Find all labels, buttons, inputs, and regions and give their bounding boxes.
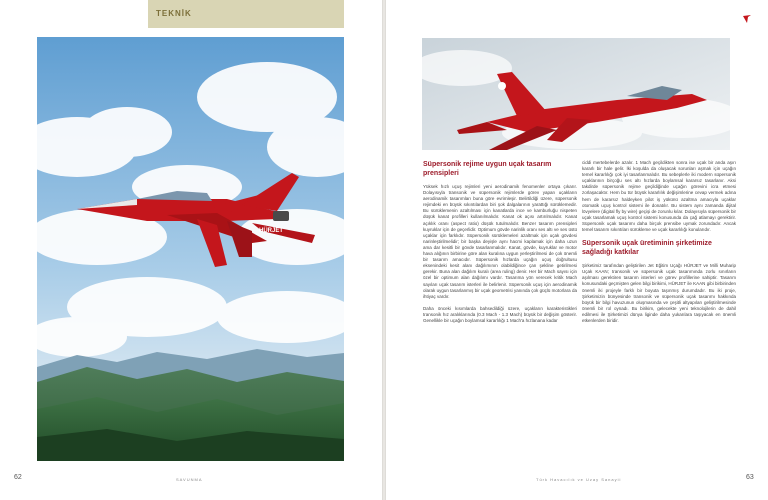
left-page-footer: SAVUNMA [176, 477, 203, 482]
left-page [0, 0, 382, 500]
hurjet-sky-photo [37, 37, 344, 461]
body-paragraph: Yüksek hızlı uçuş rejimleri yeni aerodinamik fenomenler ortaya çıkarır. Dolayısıyla transonik ve süpersonik rejimlerde görev yapan uçakların aerodinamik tasarımları buna göre evrimleşir. Belirtildiği üzere, süpersonik rejimdeki en büyük sıkıntılardan biri şok dalgalarının yarattığı sürüklemedir. Bu sürüklemenin azaltılması için kanatlarda ince ve kamburluğu nispeten düşük kanat profilleri kullanılmalıdır. Kanat ok açısı artırılmalıdır. Kanat açıklık oranı (aspect ratio) düşük tutulmalıdır. Benzer tasarım prensipleri kuyruklar için de geçerlidir. Optimum gövde narinlik oranı ses altı ve ses üstü uçaklar için farklıdır. Süpersonik sürüklemeleri azaltmak için uçak gövdesi narinleştirilmelidir; bir başka deyişle aynı hacmi kaplamak için daha uzun ama dar kesitli bir gövde tasarlanmalıdır. Kanat, gövde, kuyruklar ve motor hava alığının birbirine göre alan kuralına uygun yerleştirilmesi de çok önemli bir tasarım amacıdır. Süpersonik hızlarda uçağın uçuş doğrultusu eksenindeki kesit alanı dağılımının olabildiğince çan şekline getirilmesi gerekir. Buna alan dağılım kuralı (area ruling) denir. Her bir Mach sayısı için özel bir optimum alan dağılımı vardır. Tasarıma yön verecek kritik Mach sayıları uçak tasarım isterleri ile belirlenir. Süpersonik uçuş için aerodinamik olarak uygun tasarlanmış bir uçak geometrisi yanında çok güçlü motorlara da ihtiyaç vardır. [423, 184, 577, 299]
hurjet-flight-photo-graphic [422, 38, 730, 150]
left-page-number: 62 [14, 474, 22, 481]
section-tab [148, 0, 344, 28]
text-column-1 [423, 160, 577, 330]
body-paragraph: Şirketimiz tarafından geliştirilen Jet Eğitim Uçağı HÜRJET ve Milli Muharip Uçak KAAN; transonik ve süpersonik uçak tasarımında zorlu sınırların aşılması gerektiren tasarım isterleri ve görev profillerine sahiptir. Tasarım konusundaki geçmişten gelen bilgi birikimi, HÜRJET ile KAAN gibi birbirinden önemli iki projeyle farklı bir boyuta taşınmış durumdadır. Bu iki proje, Şirketimizin bünyesinde transonik ve süpersonik uçak tasarımı hakkında büyük bir bilgi havuzunun oluşmasında ve çeşitli altyapıları geliştirilmesinde önemli bir rol oynadı. Bu birikim, gelecekte yeni teknolojilerin de dahil edilmesi ile Şirketimizi dünya liginde daha yukarılara taşıyacak en önemli etkenlerden biridir. [582, 263, 736, 323]
right-page-number: 63 [746, 474, 754, 481]
section-tab-label: TEKNİK [156, 9, 192, 18]
aircraft-marking-text: HÜRJET [259, 228, 284, 234]
brand-arrow-icon [742, 14, 752, 24]
right-page [386, 0, 768, 500]
section-heading-contributions: Süpersonik uçak üretiminin şirketimize sağladığı katkılar [582, 240, 712, 257]
text-column-2 [582, 160, 736, 330]
right-page-footer: Türk Havacılık ve Uzay Sanayii [536, 477, 622, 482]
body-paragraph: Daha önceki kısımlarda bahsedildiği üzere, uçakların karakteristikleri transonik hız aralıklarında (0.3 Mach - 1.3 Mach) büyük bir değişim gösterir. Genellikle bir uçağın boylamsal kararlılığı 1 Mach'a hızlanana kadar [423, 305, 577, 323]
hurjet-sky-photo-graphic [37, 37, 344, 461]
section-heading-supersonic-design: Süpersonik rejime uygun uçak tasarım prensipleri [423, 161, 552, 177]
body-paragraph: ciddi mertebelerde azalır. 1 Mach geçildikten sonra ise uçak bir anda aşırı kararlı bir hale gelir. İki koşulda da oluşacak sorunları aşmak için uçağın temel kararlılığı çok iyi tasarlanmalıdır. Bu sebeplerle iki modern süpersonik uçaklarının birçoğu ses altı hızlarda boylamsal kararsız tasarlanır. Aksi takdirde süpersonik rejime geçildiğinde uçağın görevini icra etmesi zorlaşacaktır. Hem bu tür büyük kararlılık değişimlerine cevap vermek adına hem de kararsız haldeyken pilot iş yükünü azaltma amacıyla uçaklar otomatik uçuş kontrol sistemi ile donatılır. Bu sistem aynı zamanda dijital lövyelere (digital fly by wire) geçişi de zorunlu kılar. Dolayısıyla süpersonik bir uçak tasarlamak uçuş kontrol sistemi konusunda da çağ atlamayı gerektirir. Süpersonik uçak tasarımı daha birçok prensibe uymak zorundadır. Ancak temel tasarım sıkıntıları sürükleme ve uçak kararlılığı konularıdır. [582, 160, 736, 233]
hurjet-flight-photo [422, 38, 730, 150]
